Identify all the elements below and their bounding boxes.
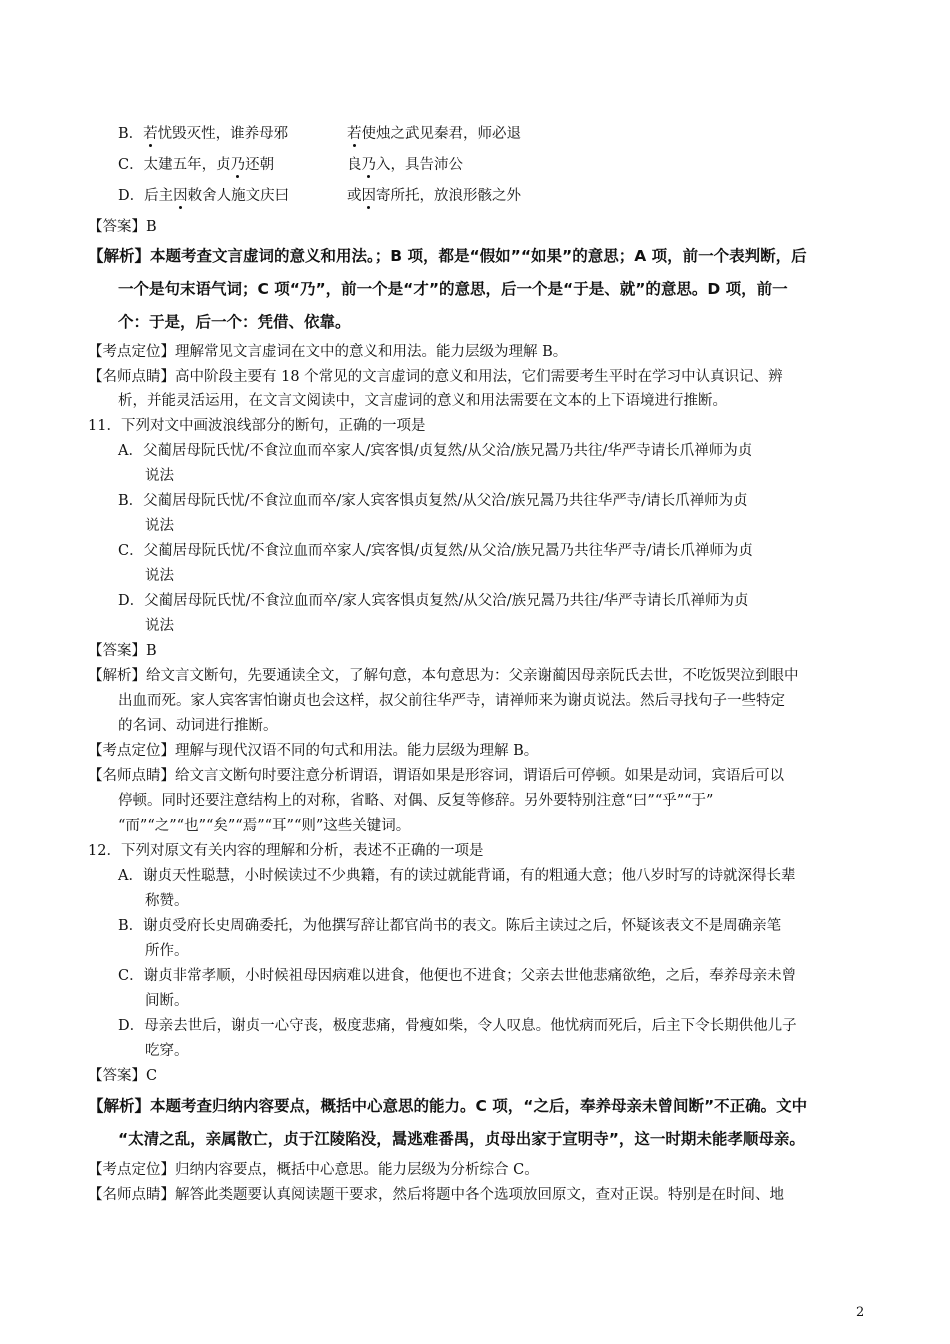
q12-kaodian: 【考点定位】归纳内容要点，概括中心意思。能力层级为分析综合 C。 [88, 1162, 539, 1178]
q12-option-b-cont: 所作。 [145, 943, 189, 959]
q11-analysis-line: 出血而死。家人宾客害怕谢贞也会这样，叔父前往华严寺，请禅师来为谢贞说法。然后寻找句子一些特定 [118, 693, 785, 709]
q11-answer: 【答案】B [88, 643, 157, 659]
q11-kaodian: 【考点定位】理解与现代汉语不同的句式和用法。能力层级为理解 B。 [88, 743, 539, 759]
option-d-right-pre: 或 [347, 188, 362, 204]
q12-option-c: C．谢贞非常孝顺，小时候祖母因病难以进食，他便也不进食；父亲去世他悲痛欲绝，之后，奉养母亲未曾 [118, 968, 797, 984]
option-c-left-post: 还朝 [245, 157, 275, 173]
emphasis-char: 乃 [361, 157, 376, 173]
emphasis-char: 若 [143, 126, 158, 142]
q10-dianjing-line: 析，并能灵活运用，在文言文阅读中，文言虚词的意义和用法需要在文本的上下语境进行推断。 [118, 393, 727, 409]
emphasis-char: 乃 [230, 157, 246, 173]
q12-analysis-line: 【解析】本题考查归纳内容要点，概括中心意思的能力。C 项，“之后，奉养母亲未曾间断”不正确。文中 [88, 1097, 808, 1115]
option-c-right-post: 入，具告沛公 [376, 157, 463, 173]
q10-answer: 【答案】B [88, 219, 157, 235]
option-b-left-post: 忧毁灭性，谁养母邪 [157, 126, 289, 142]
q11-option-c-cont: 说法 [145, 568, 174, 584]
q11-option-a: A．父蔺居母阮氏忧/不食泣血而卒家人/宾客惧/贞复然/从父洽/族兄暠乃共往/华严寺请长爪禅师为贞 [118, 443, 753, 459]
page-number: 2 [856, 1305, 865, 1320]
option-label: D． [118, 188, 145, 204]
emphasis-char: 因 [361, 188, 376, 204]
option-label: B． [118, 126, 144, 142]
q12-option-b: B．谢贞受府长史周确委托，为他撰写辞让都官尚书的表文。陈后主读过之后，怀疑该表文不是周确亲笔 [118, 918, 782, 934]
q11-option-d: D．父蔺居母阮氏忧/不食泣血而卒/家人宾客惧贞复然/从父洽/族兄暠乃共往/华严寺请长爪禅师为贞 [118, 593, 749, 609]
q10-option-d-right [347, 186, 521, 206]
option-d-left-post: 敕舍人施文庆曰 [187, 188, 290, 204]
q11-option-d-cont: 说法 [145, 618, 174, 634]
option-c-right-pre: 良 [347, 157, 362, 173]
q12-option-d-cont: 吃穿。 [145, 1043, 189, 1059]
q10-kaodian: 【考点定位】理解常见文言虚词在文中的意义和用法。能力层级为理解 B。 [88, 344, 568, 360]
q12-option-d: D．母亲去世后，谢贞一心守丧，极度悲痛，骨瘦如柴，令人叹息。他忧病而死后，后主下令长期供他儿子 [118, 1018, 797, 1034]
option-label: C． [118, 157, 144, 173]
q12-option-a: A．谢贞天性聪慧，小时候读过不少典籍，有的读过就能背诵，有的粗通大意；他八岁时写的诗就深得长辈 [118, 868, 796, 884]
q11-option-a-cont: 说法 [145, 468, 174, 484]
q10-option-c [118, 155, 274, 175]
q12-stem: 12．下列对原文有关内容的理解和分析，表述不正确的一项是 [88, 843, 484, 859]
q11-option-c: C．父蔺居母阮氏忧/不食泣血而卒家人/宾客惧/贞复然/从父洽/族兄暠乃共往华严寺/请长爪禅师为贞 [118, 543, 753, 559]
q11-option-b-cont: 说法 [145, 518, 174, 534]
q10-option-d [118, 186, 289, 206]
q11-analysis-line: 的名词、动词进行推断。 [118, 718, 278, 734]
option-d-right-post: 寄所托，放浪形骸之外 [376, 188, 521, 204]
q12-analysis-line: “太清之乱，亲属散亡，贞于江陵陷没，暠逃难番禺，贞母出家于宣明寺”，这一时期未能孝顺母亲。 [118, 1130, 805, 1148]
q11-dianjing-line: 停顿。同时还要注意结构上的对称，省略、对偶、反复等修辞。另外要特别注意“曰”“乎”“于” [118, 793, 714, 809]
q10-analysis-line: 个：于是，后一个：凭借、依靠。 [118, 313, 351, 331]
q10-analysis-line: 【解析】本题考查文言虚词的意义和用法。；B 项，都是“假如”“如果”的意思；A 项，前一个表判断，后 [88, 247, 807, 265]
option-b-right-post: 使烛之武见秦君，师必退 [361, 126, 521, 142]
q12-option-a-cont: 称赞。 [145, 893, 189, 909]
q10-analysis-line: 一个是句末语气词；C 项“乃”，前一个是“才”的意思，后一个是“于是、就”的意思。D 项，前一 [118, 280, 788, 298]
q12-dianjing: 【名师点睛】解答此类题要认真阅读题干要求，然后将题中各个选项放回原文，查对正误。特别是在时间、地 [88, 1187, 784, 1203]
option-d-left-pre: 后主 [144, 188, 174, 204]
q10-dianjing-line: 【名师点睛】高中阶段主要有 18 个常见的文言虚词的意义和用法，它们需要考生平时在学习中认真识记、辨 [88, 369, 783, 385]
q11-dianjing-line: 【名师点睛】给文言文断句时要注意分析谓语，谓语如果是形容词，谓语后可停顿。如果是动词，宾语后可以 [88, 768, 784, 784]
emphasis-char: 因 [173, 188, 188, 204]
q11-option-b: B．父蔺居母阮氏忧/不食泣血而卒/家人宾客惧贞复然/从父洽/族兄暠乃共往华严寺/请长爪禅师为贞 [118, 493, 748, 509]
q10-option-c-right [347, 155, 463, 175]
emphasis-char: 若 [347, 126, 362, 142]
q11-dianjing-line: “而”“之”“也”“矣”“焉”“耳”“则”这些关键词。 [118, 818, 411, 834]
q11-analysis-line: 【解析】给文言文断句，先要通读全文，了解句意，本句意思为：父亲谢蔺因母亲阮氏去世，不吃饭哭泣到眼中 [88, 668, 799, 684]
option-c-left-pre: 太建五年，贞 [143, 157, 231, 173]
q11-stem: 11．下列对文中画波浪线部分的断句，正确的一项是 [88, 418, 426, 434]
q10-option-b [118, 124, 288, 144]
q12-option-c-cont: 间断。 [145, 993, 189, 1009]
q10-option-b-right [347, 124, 521, 144]
q12-answer: 【答案】C [88, 1068, 158, 1084]
